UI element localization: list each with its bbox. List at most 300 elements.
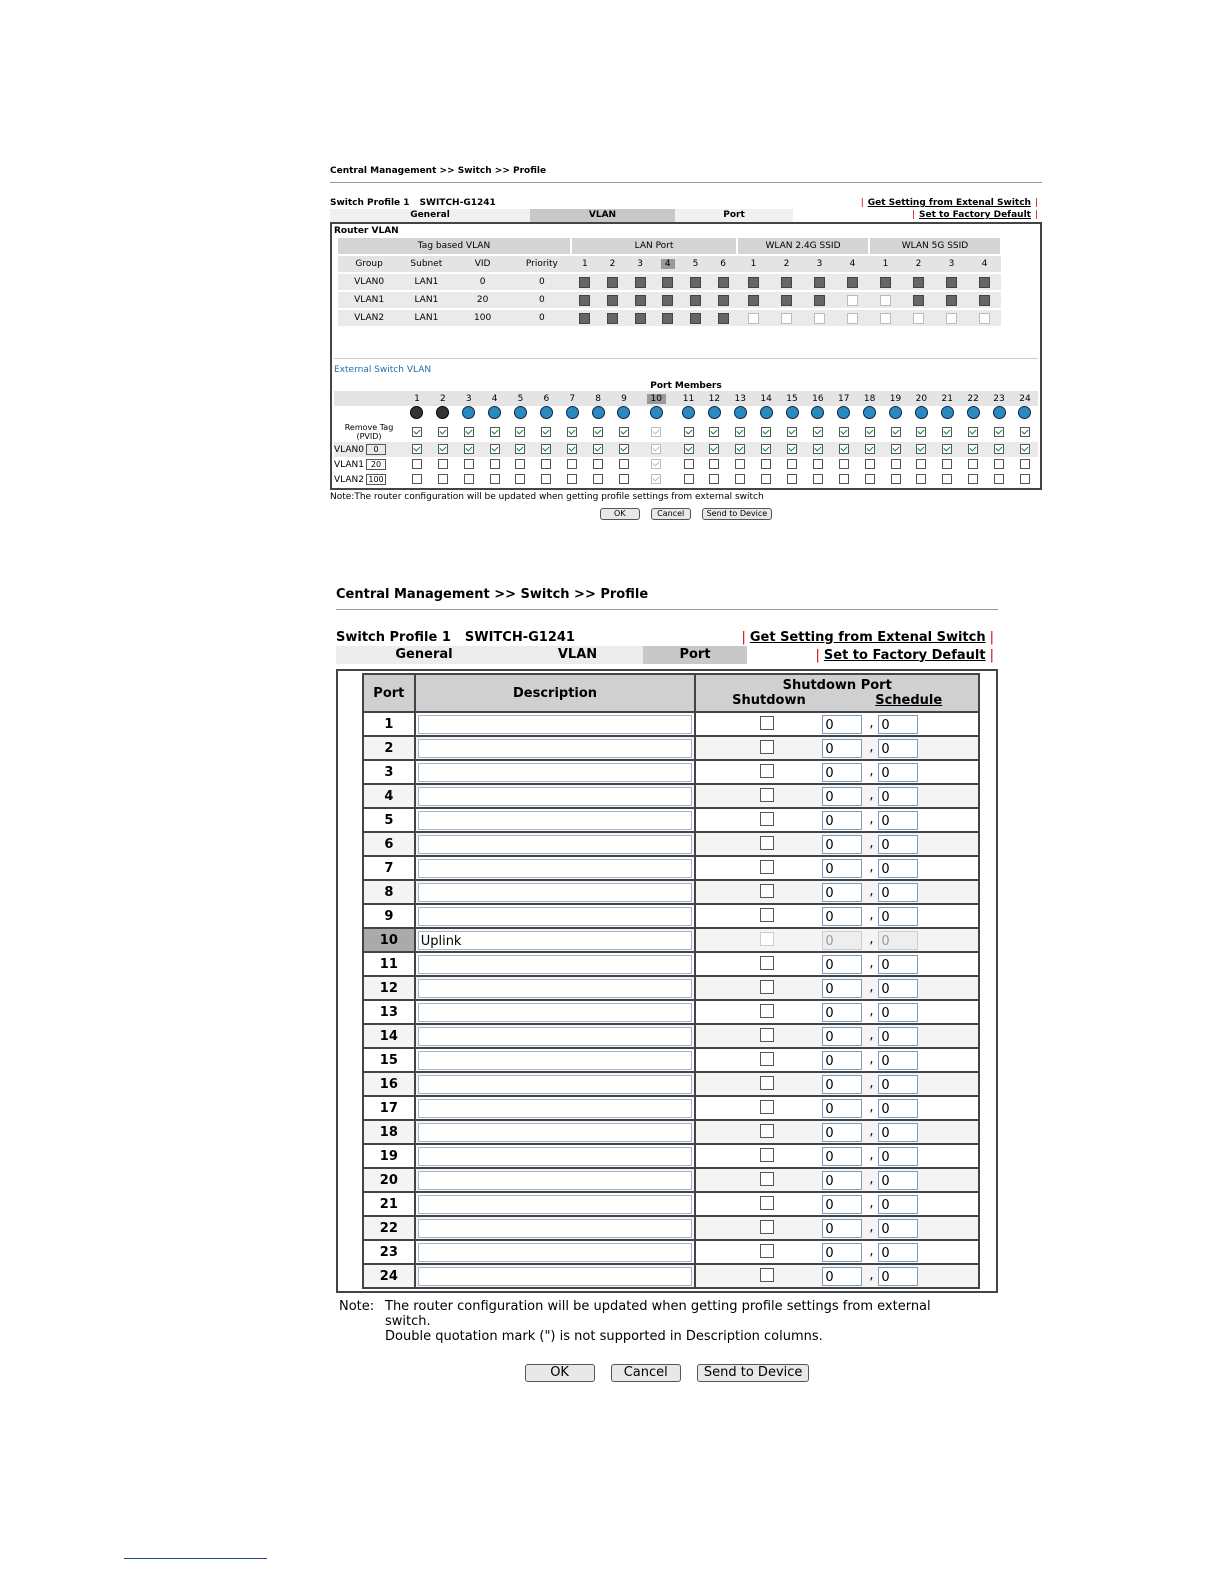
shutdown-cell: [695, 1096, 979, 1120]
shutdown-checkbox[interactable]: [760, 1172, 774, 1186]
schedule-input-2[interactable]: 0: [878, 883, 918, 902]
vlan-vid-input[interactable]: 100: [366, 474, 386, 485]
schedule-input-1[interactable]: 0: [822, 1171, 862, 1190]
get-setting-link-large[interactable]: Get Setting from Extenal Switch: [749, 629, 986, 645]
vlan-member-checkbox[interactable]: [619, 474, 629, 484]
vlan-member-checkbox[interactable]: [735, 474, 745, 484]
description-input[interactable]: [418, 1195, 693, 1214]
vlan-member-checkbox[interactable]: [865, 474, 875, 484]
schedule-input-2[interactable]: 0: [878, 1003, 918, 1022]
remove-tag-checkbox[interactable]: [865, 427, 875, 437]
shutdown-checkbox[interactable]: [760, 836, 774, 850]
vlan-member-checkbox[interactable]: [1020, 444, 1030, 454]
ethernet-port-icon: [915, 406, 928, 419]
vlan-member-checkbox[interactable]: [541, 459, 551, 469]
vlan-member-checkbox[interactable]: [438, 459, 448, 469]
member-square[interactable]: [748, 313, 759, 324]
remove-tag-checkbox[interactable]: [1020, 427, 1030, 437]
description-input[interactable]: [418, 1219, 693, 1238]
schedule-input-1[interactable]: 0: [822, 1195, 862, 1214]
vlan-member-checkbox[interactable]: [709, 444, 719, 454]
vlan-member-checkbox[interactable]: [916, 444, 926, 454]
schedule-input-2[interactable]: 0: [878, 955, 918, 974]
remove-tag-checkbox[interactable]: [412, 427, 422, 437]
shutdown-checkbox[interactable]: [760, 764, 774, 778]
vlan-member-checkbox[interactable]: [464, 474, 474, 484]
vlan-member-checkbox[interactable]: [968, 459, 978, 469]
schedule-input-2[interactable]: 0: [878, 763, 918, 782]
vlan-member-cell: [805, 457, 831, 472]
vlan-member-checkbox[interactable]: [464, 444, 474, 454]
schedule-input-2[interactable]: 0: [878, 1219, 918, 1238]
description-input[interactable]: [418, 1099, 693, 1118]
schedule-input-1[interactable]: 0: [822, 1243, 862, 1262]
vlan-member-checkbox[interactable]: [761, 459, 771, 469]
member-square[interactable]: [690, 295, 701, 306]
member-square[interactable]: [607, 295, 618, 306]
remove-tag-checkbox[interactable]: [567, 427, 577, 437]
remove-tag-checkbox[interactable]: [942, 427, 952, 437]
vlan-member-cell: [637, 442, 676, 457]
vlan-member-checkbox[interactable]: [916, 459, 926, 469]
tab-general[interactable]: General: [330, 209, 530, 222]
member-square[interactable]: [946, 295, 957, 306]
comma-separator: ,: [869, 860, 874, 875]
vlan-member-checkbox[interactable]: [942, 459, 952, 469]
member-square[interactable]: [913, 313, 924, 324]
description-cell: [415, 1240, 696, 1264]
member-square[interactable]: [718, 313, 729, 324]
description-input[interactable]: [418, 1171, 693, 1190]
shutdown-checkbox[interactable]: [760, 956, 774, 970]
remove-tag-cell: [753, 422, 779, 442]
member-square[interactable]: [607, 277, 618, 288]
shutdown-checkbox[interactable]: [760, 740, 774, 754]
vlan-member-checkbox[interactable]: [813, 474, 823, 484]
port-number-label: 16: [812, 393, 824, 404]
shutdown-checkbox[interactable]: [760, 716, 774, 730]
vlan-member-cell: [637, 457, 676, 472]
vlan-member-checkbox[interactable]: [412, 474, 422, 484]
corner-cell: [334, 391, 404, 406]
shutdown-checkbox[interactable]: [760, 1148, 774, 1162]
vlan-member-checkbox[interactable]: [438, 474, 448, 484]
vlan-member-checkbox[interactable]: [994, 444, 1004, 454]
schedule-input-2[interactable]: 0: [878, 1051, 918, 1070]
schedule-input-1[interactable]: 0: [822, 1027, 862, 1046]
vlan-member-checkbox[interactable]: [891, 474, 901, 484]
schedule-input-2[interactable]: 0: [878, 1075, 918, 1094]
member-square[interactable]: [579, 313, 590, 324]
factory-default-link[interactable]: Set to Factory Default: [919, 210, 1031, 220]
port-table: [362, 673, 980, 1289]
port-number-label: 5: [517, 393, 524, 404]
port-number: [934, 391, 960, 406]
schedule-input-1[interactable]: 0: [822, 811, 862, 830]
member-square[interactable]: [690, 313, 701, 324]
schedule-input-2[interactable]: 0: [878, 1147, 918, 1166]
tab-port[interactable]: Port: [675, 209, 793, 222]
remove-tag-checkbox[interactable]: [515, 427, 525, 437]
remove-tag-checkbox[interactable]: [891, 427, 901, 437]
schedule-input-2[interactable]: 0: [878, 1123, 918, 1142]
comma-separator: ,: [869, 716, 874, 731]
schedule-input-1[interactable]: 0: [822, 955, 862, 974]
schedule-input-1[interactable]: 0: [822, 835, 862, 854]
vlan-member-checkbox[interactable]: [619, 444, 629, 454]
vlan-member-checkbox[interactable]: [942, 444, 952, 454]
description-input[interactable]: [418, 883, 693, 902]
member-cell: [836, 309, 869, 327]
vlan-member-checkbox[interactable]: [567, 474, 577, 484]
shutdown-checkbox[interactable]: [760, 1052, 774, 1066]
member-square[interactable]: [946, 313, 957, 324]
comma-separator: ,: [869, 1124, 874, 1139]
port-number-cell: 10: [363, 928, 415, 952]
vlan-member-checkbox[interactable]: [735, 444, 745, 454]
vlan-member-checkbox[interactable]: [839, 459, 849, 469]
description-input[interactable]: [418, 1243, 693, 1262]
vlan-member-checkbox[interactable]: [593, 474, 603, 484]
member-square[interactable]: [635, 295, 646, 306]
member-square[interactable]: [847, 295, 858, 306]
member-square[interactable]: [880, 295, 891, 306]
vlan-member-checkbox[interactable]: [464, 459, 474, 469]
port-row: [363, 976, 979, 1000]
member-square[interactable]: [847, 313, 858, 324]
vlan-member-checkbox[interactable]: [839, 444, 849, 454]
vlan-member-checkbox[interactable]: [490, 459, 500, 469]
vlan-member-checkbox[interactable]: [761, 474, 771, 484]
member-square[interactable]: [718, 277, 729, 288]
vlan-member-checkbox[interactable]: [567, 459, 577, 469]
vlan-member-checkbox[interactable]: [490, 444, 500, 454]
ethernet-port-icon: [540, 406, 553, 419]
member-square[interactable]: [690, 277, 701, 288]
member-square[interactable]: [662, 277, 673, 288]
schedule-input-2[interactable]: 0: [878, 1171, 918, 1190]
schedule-input-2[interactable]: 0: [878, 835, 918, 854]
vlan-member-checkbox[interactable]: [567, 444, 577, 454]
vlan-member-checkbox[interactable]: [593, 459, 603, 469]
member-cell: [902, 291, 935, 309]
vlan-member-checkbox[interactable]: [735, 459, 745, 469]
schedule-input-2[interactable]: 0: [878, 1099, 918, 1118]
ethernet-port-icon: [682, 406, 695, 419]
member-square[interactable]: [979, 277, 990, 288]
vlan-member-checkbox[interactable]: [787, 444, 797, 454]
schedule-input-2[interactable]: 0: [878, 979, 918, 998]
tab-general-large[interactable]: General: [336, 646, 512, 664]
description-input[interactable]: [418, 1027, 693, 1046]
vlan-member-checkbox[interactable]: [684, 444, 694, 454]
ok-button[interactable]: OK: [525, 1364, 595, 1382]
vlan-member-checkbox[interactable]: [709, 474, 719, 484]
remove-tag-checkbox[interactable]: [684, 427, 694, 437]
shutdown-checkbox[interactable]: [760, 1028, 774, 1042]
vlan-member-checkbox[interactable]: [1020, 474, 1030, 484]
vlan-member-checkbox[interactable]: [994, 459, 1004, 469]
vlan-member-cell: [805, 472, 831, 487]
send-to-device-button[interactable]: Send to Device: [697, 1364, 810, 1382]
port-icon-cell: [1012, 406, 1038, 422]
cancel-button-small[interactable]: Cancel: [651, 508, 691, 520]
ok-button-small[interactable]: OK: [600, 508, 640, 520]
description-input[interactable]: [418, 1075, 693, 1094]
remove-tag-checkbox[interactable]: [761, 427, 771, 437]
schedule-input-1[interactable]: 0: [822, 1099, 862, 1118]
description-input[interactable]: [418, 1267, 693, 1286]
schedule-input-1[interactable]: 0: [822, 1075, 862, 1094]
divider: [336, 609, 998, 610]
schedule-input-2[interactable]: 0: [878, 715, 918, 734]
member-cell: [654, 273, 682, 291]
vlan-vid-input[interactable]: 20: [366, 459, 386, 470]
description-input[interactable]: [418, 1123, 693, 1142]
schedule-input-2[interactable]: 0: [878, 787, 918, 806]
vlan-member-checkbox[interactable]: [593, 444, 603, 454]
vlan-member-checkbox[interactable]: [541, 444, 551, 454]
vlan-vid-input[interactable]: 0: [366, 444, 386, 455]
shutdown-checkbox[interactable]: [760, 812, 774, 826]
vlan-member-checkbox[interactable]: [968, 444, 978, 454]
schedule-input-2[interactable]: 0: [878, 1195, 918, 1214]
send-button-small[interactable]: Send to Device: [702, 508, 773, 520]
schedule-input-2[interactable]: 0: [878, 739, 918, 758]
vlan-member-checkbox[interactable]: [813, 444, 823, 454]
remove-tag-checkbox[interactable]: [593, 427, 603, 437]
schedule-input-1[interactable]: 0: [822, 979, 862, 998]
member-square[interactable]: [913, 295, 924, 306]
member-square[interactable]: [880, 277, 891, 288]
vlan-member-checkbox[interactable]: [412, 444, 422, 454]
description-cell: [415, 1000, 696, 1024]
member-cell: [709, 309, 737, 327]
member-square[interactable]: [847, 277, 858, 288]
router-vlan-row: [338, 273, 1001, 291]
tab-port-large[interactable]: Port: [643, 646, 747, 664]
vlan-member-checkbox[interactable]: [787, 474, 797, 484]
vlan-member-checkbox[interactable]: [619, 459, 629, 469]
remove-tag-checkbox[interactable]: [839, 427, 849, 437]
priority-col: Priority: [513, 255, 571, 273]
schedule-input-1[interactable]: 0: [822, 787, 862, 806]
shutdown-checkbox[interactable]: [760, 1220, 774, 1234]
vlan-member-cell: [986, 457, 1012, 472]
member-square[interactable]: [814, 295, 825, 306]
description-input[interactable]: [418, 715, 693, 734]
schedule-input-1[interactable]: 0: [822, 715, 862, 734]
remove-tag-checkbox[interactable]: [541, 427, 551, 437]
vlan-member-checkbox[interactable]: [891, 444, 901, 454]
lan-port-number: 2: [609, 259, 616, 269]
shutdown-checkbox[interactable]: [760, 1076, 774, 1090]
remove-tag-checkbox[interactable]: [787, 427, 797, 437]
member-square[interactable]: [781, 313, 792, 324]
remove-tag-checkbox[interactable]: [619, 427, 629, 437]
vlan-member-checkbox[interactable]: [942, 474, 952, 484]
schedule-input-1[interactable]: 0: [822, 883, 862, 902]
member-square[interactable]: [814, 277, 825, 288]
member-square[interactable]: [579, 277, 590, 288]
member-square[interactable]: [880, 313, 891, 324]
port-number-cell: 19: [363, 1144, 415, 1168]
schedule-input-2[interactable]: 0: [878, 1027, 918, 1046]
schedule-input-2[interactable]: 0: [878, 907, 918, 926]
member-square[interactable]: [781, 295, 792, 306]
member-square[interactable]: [607, 313, 618, 324]
description-input[interactable]: [418, 955, 693, 974]
tab-vlan-large[interactable]: VLAN: [512, 646, 643, 664]
remove-tag-checkbox[interactable]: [994, 427, 1004, 437]
vlan-member-checkbox[interactable]: [412, 459, 422, 469]
vlan-member-checkbox[interactable]: [865, 459, 875, 469]
description-input[interactable]: Uplink: [418, 931, 693, 950]
description-input[interactable]: [418, 907, 693, 926]
router-vlan-row: [338, 309, 1001, 327]
description-input[interactable]: [418, 811, 693, 830]
description-input[interactable]: [418, 1003, 693, 1022]
vlan-member-checkbox[interactable]: [684, 474, 694, 484]
vlan-member-checkbox[interactable]: [787, 459, 797, 469]
description-input[interactable]: [418, 1051, 693, 1070]
remove-tag-cell: [482, 422, 508, 442]
port-number-cell: 15: [363, 1048, 415, 1072]
schedule-input-2[interactable]: 0: [878, 1243, 918, 1262]
member-square[interactable]: [946, 277, 957, 288]
shutdown-cell: [695, 1192, 979, 1216]
remove-tag-checkbox[interactable]: [916, 427, 926, 437]
member-square[interactable]: [662, 313, 673, 324]
description-input[interactable]: [418, 859, 693, 878]
remove-tag-checkbox[interactable]: [968, 427, 978, 437]
member-square[interactable]: [718, 295, 729, 306]
description-input[interactable]: [418, 763, 693, 782]
remove-tag-checkbox[interactable]: [490, 427, 500, 437]
vlan-member-checkbox[interactable]: [813, 459, 823, 469]
vlan-member-checkbox[interactable]: [438, 444, 448, 454]
schedule-input-1[interactable]: 0: [822, 1051, 862, 1070]
description-input[interactable]: [418, 979, 693, 998]
vlan-member-checkbox[interactable]: [709, 459, 719, 469]
schedule-input-2[interactable]: 0: [878, 811, 918, 830]
vlan-member-checkbox[interactable]: [761, 444, 771, 454]
schedule-input-1[interactable]: 0: [822, 1147, 862, 1166]
vlan-member-checkbox[interactable]: [490, 474, 500, 484]
shutdown-checkbox[interactable]: [760, 908, 774, 922]
shutdown-cell: [695, 856, 979, 880]
schedule-input-1[interactable]: 0: [822, 763, 862, 782]
schedule-input-1[interactable]: 0: [822, 1123, 862, 1142]
shutdown-checkbox[interactable]: [760, 1004, 774, 1018]
shutdown-checkbox[interactable]: [760, 1100, 774, 1114]
remove-tag-checkbox[interactable]: [813, 427, 823, 437]
get-setting-link[interactable]: Get Setting from Extenal Switch: [867, 198, 1031, 208]
schedule-input-2[interactable]: 0: [878, 859, 918, 878]
member-square[interactable]: [579, 295, 590, 306]
port-icon-cell: [934, 406, 960, 422]
member-cell: [803, 291, 836, 309]
member-square[interactable]: [635, 277, 646, 288]
shutdown-checkbox[interactable]: [760, 1196, 774, 1210]
remove-tag-checkbox[interactable]: [735, 427, 745, 437]
tab-vlan[interactable]: VLAN: [530, 209, 675, 222]
shutdown-checkbox[interactable]: [760, 1124, 774, 1138]
description-input[interactable]: [418, 787, 693, 806]
vlan-member-checkbox[interactable]: [839, 474, 849, 484]
lan-port-number: 4: [661, 259, 675, 269]
shutdown-checkbox[interactable]: [760, 980, 774, 994]
vlan-member-cell: [559, 457, 585, 472]
member-square[interactable]: [913, 277, 924, 288]
schedule-input-1[interactable]: 0: [822, 859, 862, 878]
shutdown-cell: [695, 1048, 979, 1072]
factory-default-link-large[interactable]: Set to Factory Default: [823, 647, 986, 663]
cancel-button[interactable]: Cancel: [611, 1364, 681, 1382]
member-square[interactable]: [814, 313, 825, 324]
member-square[interactable]: [979, 313, 990, 324]
member-square[interactable]: [662, 295, 673, 306]
description-input[interactable]: [418, 739, 693, 758]
remove-tag-cell: [701, 422, 727, 442]
remove-tag-checkbox[interactable]: [709, 427, 719, 437]
member-square[interactable]: [748, 277, 759, 288]
shutdown-checkbox[interactable]: [760, 884, 774, 898]
shutdown-checkbox[interactable]: [760, 788, 774, 802]
port-number: [753, 391, 779, 406]
vlan-member-checkbox[interactable]: [541, 474, 551, 484]
shutdown-checkbox[interactable]: [760, 1268, 774, 1282]
vlan-member-checkbox[interactable]: [1020, 459, 1030, 469]
description-input[interactable]: [418, 1147, 693, 1166]
schedule-input-1[interactable]: 0: [822, 1267, 862, 1286]
member-square[interactable]: [635, 313, 646, 324]
schedule-input-1[interactable]: 0: [822, 739, 862, 758]
port-icon-cell: [805, 406, 831, 422]
vlan-member-checkbox[interactable]: [968, 474, 978, 484]
vlan-member-checkbox[interactable]: [865, 444, 875, 454]
member-square[interactable]: [748, 295, 759, 306]
member-square[interactable]: [781, 277, 792, 288]
vlan-member-checkbox[interactable]: [891, 459, 901, 469]
description-input[interactable]: [418, 835, 693, 854]
shutdown-checkbox[interactable]: [760, 860, 774, 874]
vlan-member-cell: [611, 442, 637, 457]
vlan-member-checkbox[interactable]: [994, 474, 1004, 484]
vlan-member-checkbox[interactable]: [684, 459, 694, 469]
remove-tag-checkbox[interactable]: [438, 427, 448, 437]
schedule-link[interactable]: Schedule: [875, 693, 943, 708]
member-square[interactable]: [979, 295, 990, 306]
shutdown-checkbox[interactable]: [760, 1244, 774, 1258]
ssid-col: 2: [770, 255, 803, 273]
description-cell: [415, 1048, 696, 1072]
vlan-member-cell: [533, 442, 559, 457]
vlan-member-checkbox[interactable]: [916, 474, 926, 484]
port-number-label: 8: [595, 393, 601, 404]
schedule-input-1[interactable]: 0: [822, 1219, 862, 1238]
remove-tag-checkbox[interactable]: [464, 427, 474, 437]
external-vlan-row: [334, 442, 1038, 457]
schedule-input-1[interactable]: 0: [822, 907, 862, 926]
vlan-member-checkbox[interactable]: [515, 459, 525, 469]
schedule-input-2[interactable]: 0: [878, 1267, 918, 1286]
vlan-member-cell: [960, 472, 986, 487]
port-number-cell: 1: [363, 712, 415, 736]
schedule-input-1[interactable]: 0: [822, 1003, 862, 1022]
vlan-member-checkbox[interactable]: [515, 474, 525, 484]
vlan-member-checkbox[interactable]: [515, 444, 525, 454]
